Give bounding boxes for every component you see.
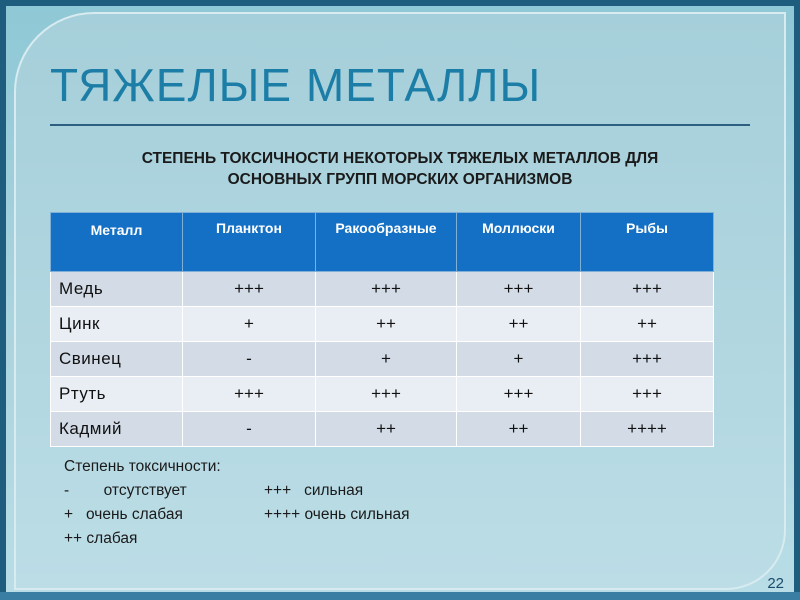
toxicity-cell: +: [316, 342, 457, 377]
legend-row: [64, 482, 364, 506]
toxicity-cell: +: [457, 342, 581, 377]
toxicity-cell: +++: [316, 272, 457, 307]
bottom-bar: [0, 592, 800, 600]
toxicity-cell: +++: [183, 377, 316, 412]
header-plankton: Планктон: [183, 213, 316, 272]
metal-name: Свинец: [51, 342, 183, 377]
metal-name: Медь: [51, 272, 183, 307]
toxicity-cell: +++: [581, 342, 714, 377]
toxicity-cell: +++: [183, 272, 316, 307]
caption-line-2: ОСНОВНЫХ ГРУПП МОРСКИХ ОРГАНИЗМОВ: [227, 171, 573, 188]
legend-item: - отсутствует: [64, 482, 187, 499]
caption-line-1: СТЕПЕНЬ ТОКСИЧНОСТИ НЕКОТОРЫХ ТЯЖЕЛЫХ МЕТАЛЛОВ ДЛЯ: [141, 150, 659, 167]
toxicity-cell: ++: [581, 307, 714, 342]
legend-row: [64, 530, 221, 554]
toxicity-cell: ++: [457, 307, 581, 342]
header-molluscs: Моллюски: [457, 213, 581, 272]
toxicity-cell: +++: [316, 377, 457, 412]
legend-item: + очень слабая: [64, 506, 183, 523]
toxicity-cell: +: [183, 307, 316, 342]
header-metal: Металл: [51, 213, 183, 272]
metal-name: Ртуть: [51, 377, 183, 412]
legend-item: +++ сильная: [264, 482, 364, 499]
title-divider: [50, 124, 750, 126]
metal-name: Цинк: [51, 307, 183, 342]
table-row: [51, 272, 714, 307]
toxicity-cell: ++: [316, 307, 457, 342]
header-crustaceans: Ракообразные: [316, 213, 457, 272]
toxicity-cell: -: [183, 342, 316, 377]
table-row: [51, 307, 714, 342]
toxicity-legend: [64, 458, 410, 554]
toxicity-cell: ++++: [581, 412, 714, 447]
header-fish: Рыбы: [581, 213, 714, 272]
toxicity-cell: +++: [457, 272, 581, 307]
toxicity-cell: ++: [457, 412, 581, 447]
toxicity-cell: +++: [457, 377, 581, 412]
legend-item: ++ слабая: [64, 530, 138, 547]
metal-name: Кадмий: [51, 412, 183, 447]
page-number: 22: [767, 575, 784, 592]
toxicity-cell: -: [183, 412, 316, 447]
toxicity-cell: +++: [581, 377, 714, 412]
legend-item: ++++ очень сильная: [264, 506, 410, 523]
table-header-row: [51, 213, 714, 272]
toxicity-cell: ++: [316, 412, 457, 447]
legend-title: Степень токсичности:: [64, 458, 221, 475]
table-row: [51, 342, 714, 377]
table-row: [51, 412, 714, 447]
table-row: [51, 377, 714, 412]
legend-row: [64, 506, 410, 530]
toxicity-table: [50, 212, 714, 447]
toxicity-cell: +++: [581, 272, 714, 307]
slide-title: ТЯЖЕЛЫЕ МЕТАЛЛЫ: [50, 59, 542, 111]
table-caption: [50, 148, 750, 190]
